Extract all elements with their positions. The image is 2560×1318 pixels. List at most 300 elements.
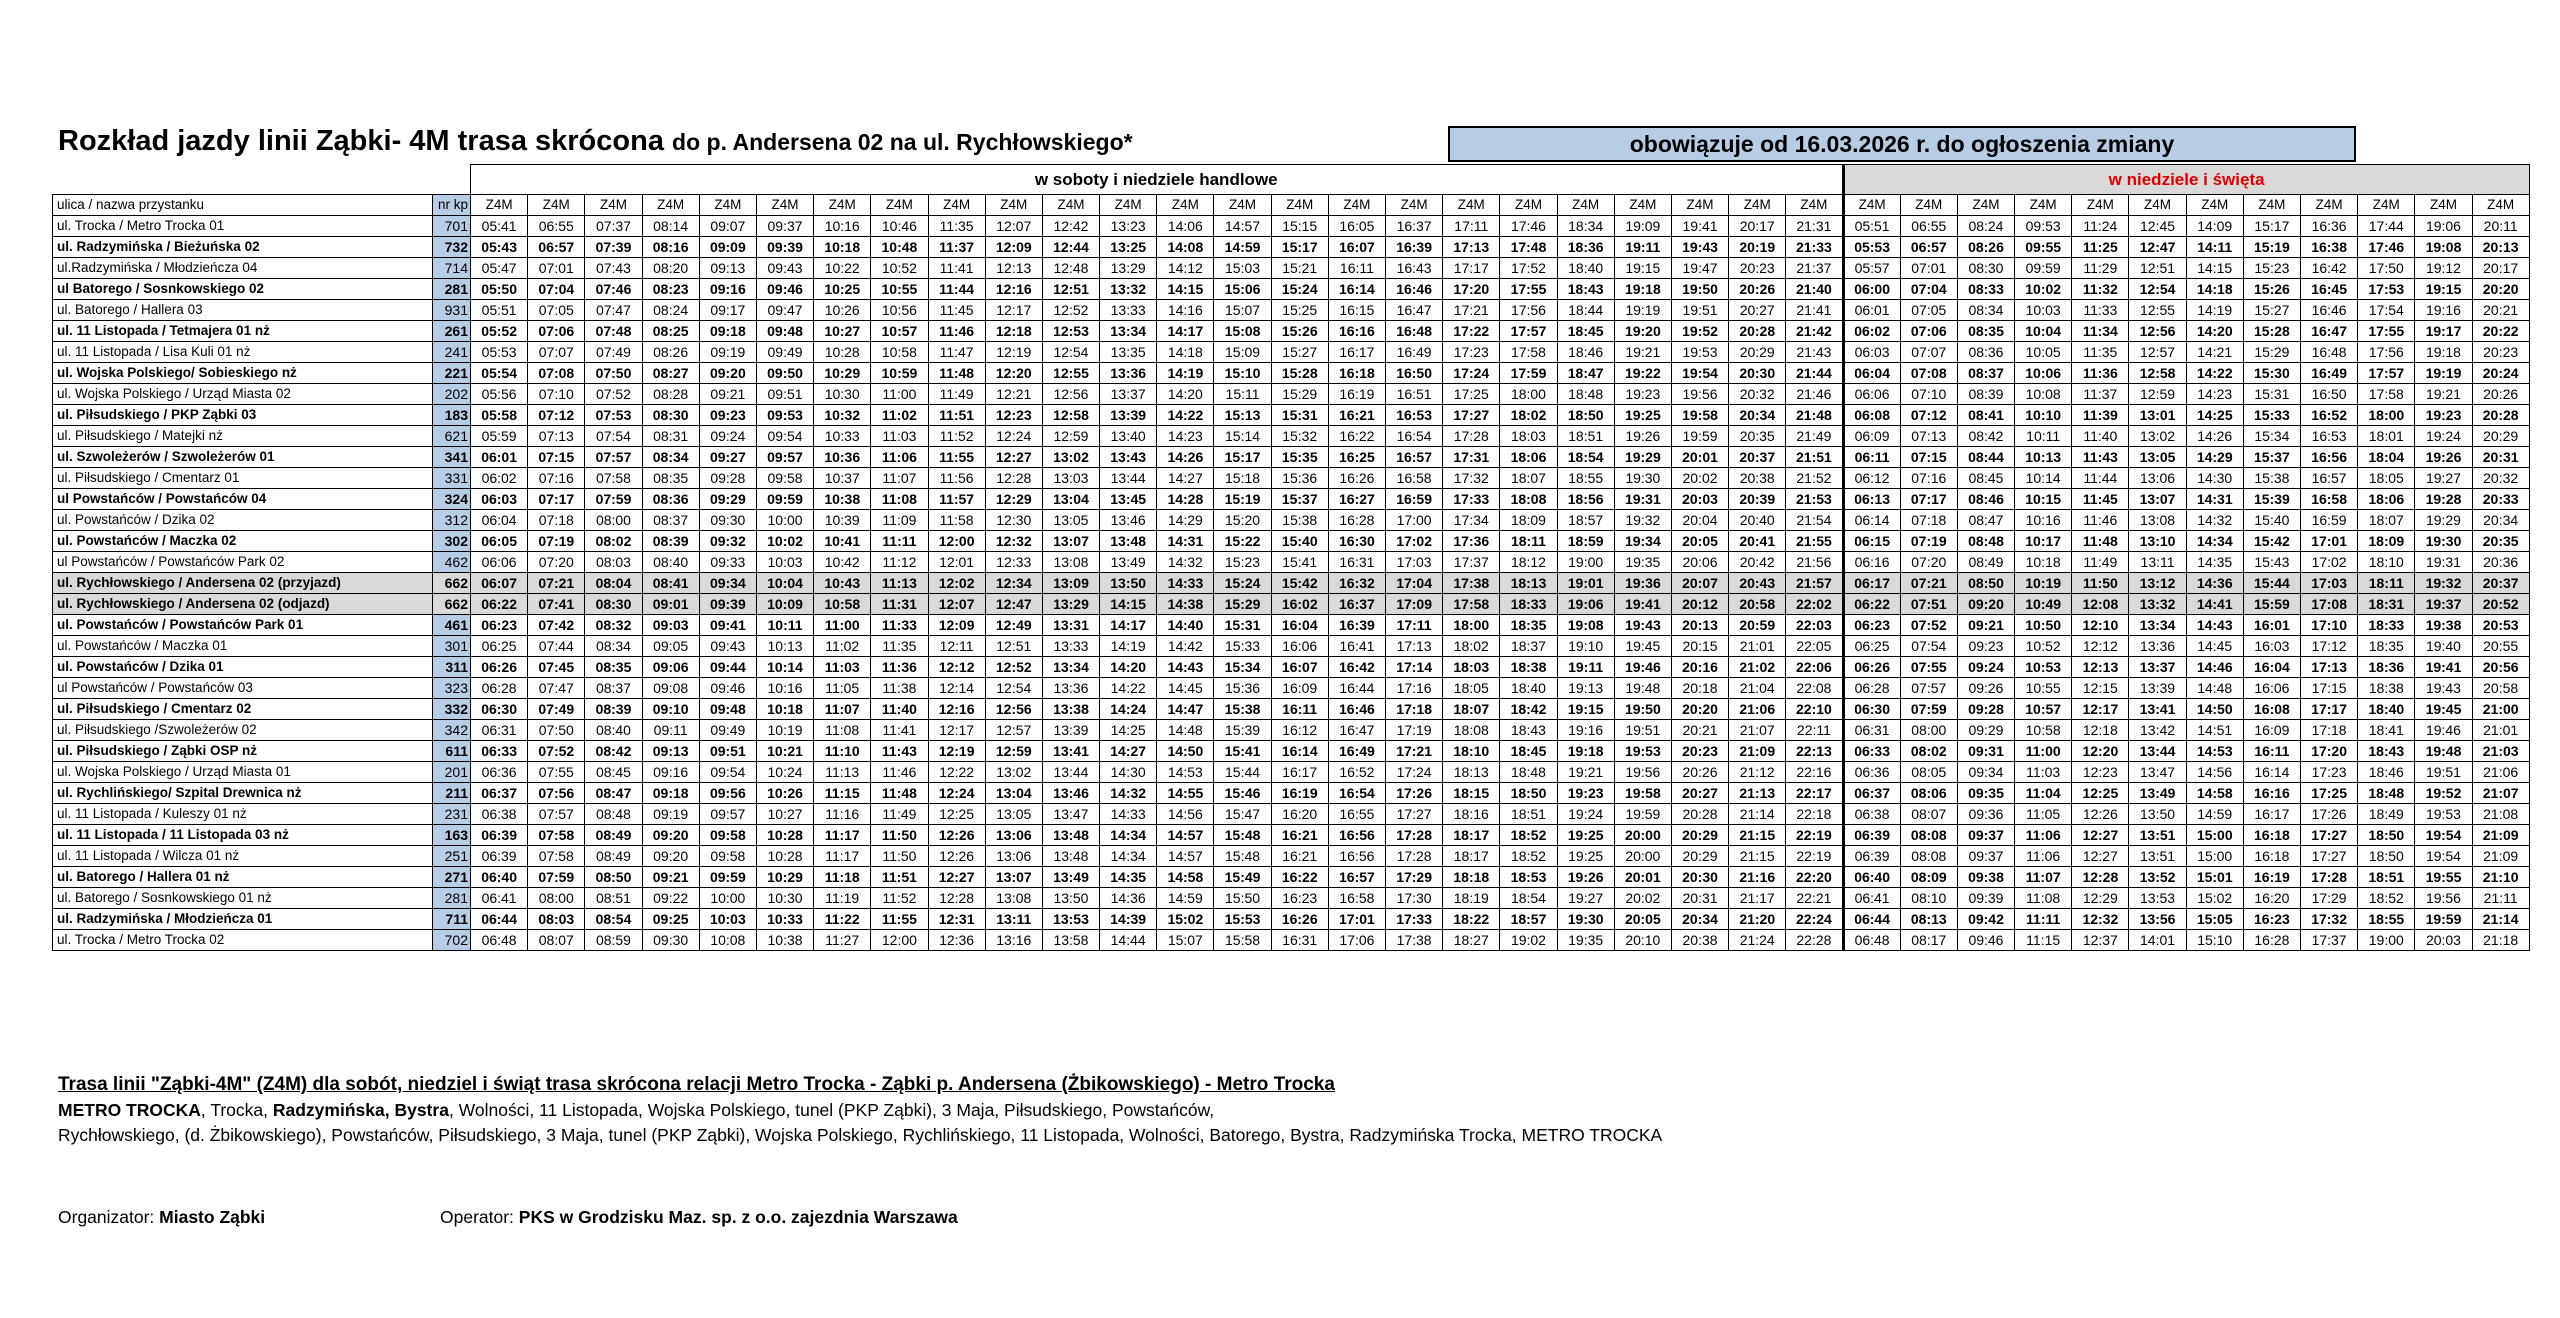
- departure-time: 08:39: [585, 699, 642, 720]
- departure-time: 11:35: [871, 636, 928, 657]
- departure-time: 09:24: [699, 426, 756, 447]
- departure-time: 17:37: [2301, 930, 2358, 951]
- departure-time: 07:44: [528, 636, 585, 657]
- line-header: Z4M: [699, 195, 756, 216]
- departure-time: 11:11: [871, 531, 928, 552]
- stop-name: ul. Powstańców / Dzika 02: [53, 510, 433, 531]
- departure-time: 20:38: [1671, 930, 1728, 951]
- departure-time: 11:09: [871, 510, 928, 531]
- departure-time: 19:25: [1557, 846, 1614, 867]
- stop-number: 701: [433, 216, 471, 237]
- departure-time: 21:33: [1786, 237, 1843, 258]
- departure-time: 19:40: [2415, 636, 2472, 657]
- departure-time: 19:30: [1557, 909, 1614, 930]
- departure-time: 11:46: [928, 321, 985, 342]
- departure-time: 07:54: [1900, 636, 1957, 657]
- departure-time: 05:57: [1843, 258, 1900, 279]
- departure-time: 20:11: [2472, 216, 2529, 237]
- line-header: Z4M: [756, 195, 813, 216]
- departure-time: 20:23: [1729, 258, 1786, 279]
- departure-time: 07:51: [1900, 594, 1957, 615]
- departure-time: 09:30: [699, 510, 756, 531]
- departure-time: 10:09: [756, 594, 813, 615]
- organizer: [58, 1207, 265, 1228]
- stop-number: 332: [433, 699, 471, 720]
- departure-time: 17:53: [2358, 279, 2415, 300]
- departure-time: 09:44: [699, 657, 756, 678]
- departure-time: 11:49: [928, 384, 985, 405]
- departure-time: 06:07: [471, 573, 528, 594]
- departure-time: 19:30: [1614, 468, 1671, 489]
- departure-time: 16:04: [2243, 657, 2300, 678]
- departure-time: 14:59: [1214, 237, 1271, 258]
- departure-time: 09:06: [642, 657, 699, 678]
- validity-banner: obowiązuje od 16.03.2026 r. do ogłoszenia zmiany: [1448, 126, 2356, 162]
- departure-time: 14:26: [1157, 447, 1214, 468]
- departure-time: 14:25: [2186, 405, 2243, 426]
- stop-number: 714: [433, 258, 471, 279]
- departure-time: 06:48: [1843, 930, 1900, 951]
- departure-time: 20:02: [1671, 468, 1728, 489]
- departure-time: 08:13: [1900, 909, 1957, 930]
- departure-time: 15:24: [1271, 279, 1328, 300]
- departure-time: 07:52: [1900, 615, 1957, 636]
- departure-time: 06:01: [1843, 300, 1900, 321]
- departure-time: 07:12: [1900, 405, 1957, 426]
- departure-time: 06:48: [471, 930, 528, 951]
- departure-time: 08:37: [1957, 363, 2014, 384]
- departure-time: 17:17: [2301, 699, 2358, 720]
- departure-time: 19:21: [1614, 342, 1671, 363]
- departure-time: 21:57: [1786, 573, 1843, 594]
- departure-time: 12:42: [1042, 216, 1099, 237]
- departure-time: 16:02: [1271, 594, 1328, 615]
- departure-time: 20:05: [1671, 531, 1728, 552]
- departure-time: 16:31: [1271, 930, 1328, 951]
- departure-time: 10:14: [2015, 468, 2072, 489]
- departure-time: 21:08: [2472, 804, 2529, 825]
- departure-time: 09:56: [699, 783, 756, 804]
- table-row: [53, 594, 2530, 615]
- departure-time: 07:55: [528, 762, 585, 783]
- departure-time: 19:02: [1500, 930, 1557, 951]
- departure-time: 05:51: [1843, 216, 1900, 237]
- departure-time: 10:48: [871, 237, 928, 258]
- departure-time: 15:31: [1214, 615, 1271, 636]
- departure-time: 12:17: [928, 720, 985, 741]
- departure-time: 14:31: [1157, 531, 1214, 552]
- departure-time: 17:36: [1443, 531, 1500, 552]
- departure-time: 19:37: [2415, 594, 2472, 615]
- departure-time: 09:13: [699, 258, 756, 279]
- departure-time: 10:03: [2015, 300, 2072, 321]
- line-header: Z4M: [985, 195, 1042, 216]
- departure-time: 14:48: [2186, 678, 2243, 699]
- departure-time: 07:58: [585, 468, 642, 489]
- table-row: [53, 468, 2530, 489]
- departure-time: 19:43: [1671, 237, 1728, 258]
- departure-time: 08:49: [585, 825, 642, 846]
- departure-time: 19:00: [1557, 552, 1614, 573]
- departure-time: 18:44: [1557, 300, 1614, 321]
- departure-time: 12:25: [928, 804, 985, 825]
- departure-time: 14:23: [2186, 384, 2243, 405]
- departure-time: 19:21: [1557, 762, 1614, 783]
- departure-time: 19:46: [2415, 720, 2472, 741]
- line-header: Z4M: [928, 195, 985, 216]
- departure-time: 16:38: [2301, 237, 2358, 258]
- departure-time: 11:48: [2072, 531, 2129, 552]
- stop-number: 611: [433, 741, 471, 762]
- line-header: Z4M: [2015, 195, 2072, 216]
- departure-time: 18:13: [1443, 762, 1500, 783]
- departure-time: 16:26: [1328, 468, 1385, 489]
- group-sunday-header: w niedziele i święta: [1843, 165, 2529, 195]
- stop-number: 311: [433, 657, 471, 678]
- departure-time: 20:43: [1729, 573, 1786, 594]
- departure-time: 21:49: [1786, 426, 1843, 447]
- departure-time: 20:34: [1671, 909, 1728, 930]
- departure-time: 15:33: [2243, 405, 2300, 426]
- stop-name: ul. Radzymińska / Bieżuńska 02: [53, 237, 433, 258]
- departure-time: 19:01: [1557, 573, 1614, 594]
- stop-name: ul. Batorego / Hallera 03: [53, 300, 433, 321]
- departure-time: 16:59: [2301, 510, 2358, 531]
- departure-time: 17:52: [1500, 258, 1557, 279]
- departure-time: 11:48: [871, 783, 928, 804]
- departure-time: 16:21: [1271, 846, 1328, 867]
- departure-time: 20:02: [1614, 888, 1671, 909]
- departure-time: 13:29: [1042, 594, 1099, 615]
- stop-name: ul. Wojska Polskiego / Urząd Miasta 02: [53, 384, 433, 405]
- departure-time: 10:39: [814, 510, 871, 531]
- departure-time: 12:51: [2129, 258, 2186, 279]
- departure-time: 09:29: [1957, 720, 2014, 741]
- departure-time: 08:37: [642, 510, 699, 531]
- departure-time: 20:56: [2472, 657, 2529, 678]
- departure-time: 05:52: [471, 321, 528, 342]
- departure-time: 20:31: [1671, 888, 1728, 909]
- departure-time: 19:52: [1671, 321, 1728, 342]
- departure-time: 06:00: [1843, 279, 1900, 300]
- departure-time: 13:01: [2129, 405, 2186, 426]
- departure-time: 16:50: [1386, 363, 1443, 384]
- departure-time: 12:56: [1042, 384, 1099, 405]
- departure-time: 12:01: [928, 552, 985, 573]
- departure-time: 10:11: [756, 615, 813, 636]
- departure-time: 20:40: [1729, 510, 1786, 531]
- departure-time: 12:28: [2072, 867, 2129, 888]
- departure-time: 15:38: [1271, 510, 1328, 531]
- departure-time: 07:46: [585, 279, 642, 300]
- departure-time: 20:59: [1729, 615, 1786, 636]
- departure-time: 14:17: [1100, 615, 1157, 636]
- departure-time: 20:28: [1671, 804, 1728, 825]
- departure-time: 20:21: [2472, 300, 2529, 321]
- departure-time: 20:35: [1729, 426, 1786, 447]
- departure-time: 20:13: [2472, 237, 2529, 258]
- departure-time: 10:58: [2015, 720, 2072, 741]
- departure-time: 12:02: [928, 573, 985, 594]
- departure-time: 18:00: [2358, 405, 2415, 426]
- departure-time: 10:59: [871, 363, 928, 384]
- departure-time: 15:19: [1214, 489, 1271, 510]
- departure-time: 19:08: [2415, 237, 2472, 258]
- departure-time: 19:21: [2415, 384, 2472, 405]
- departure-time: 13:48: [1100, 531, 1157, 552]
- departure-time: 15:44: [1214, 762, 1271, 783]
- stop-name: ul Batorego / Sosnkowskiego 02: [53, 279, 433, 300]
- departure-time: 11:41: [928, 258, 985, 279]
- departure-time: 19:26: [2415, 447, 2472, 468]
- stop-number: 732: [433, 237, 471, 258]
- departure-time: 21:01: [2472, 720, 2529, 741]
- departure-time: 13:38: [1042, 699, 1099, 720]
- departure-time: 08:31: [642, 426, 699, 447]
- departure-time: 11:55: [871, 909, 928, 930]
- departure-time: 19:09: [1614, 216, 1671, 237]
- departure-time: 16:46: [2301, 300, 2358, 321]
- departure-time: 07:13: [1900, 426, 1957, 447]
- departure-time: 15:17: [2243, 216, 2300, 237]
- departure-time: 08:47: [585, 783, 642, 804]
- departure-time: 11:08: [2015, 888, 2072, 909]
- departure-time: 20:26: [1729, 279, 1786, 300]
- departure-time: 09:19: [642, 804, 699, 825]
- departure-time: 16:49: [1386, 342, 1443, 363]
- departure-time: 16:53: [2301, 426, 2358, 447]
- departure-time: 17:12: [2301, 636, 2358, 657]
- departure-time: 09:26: [1957, 678, 2014, 699]
- departure-time: 11:36: [871, 657, 928, 678]
- departure-time: 12:17: [985, 300, 1042, 321]
- departure-time: 09:17: [699, 300, 756, 321]
- operator-label: Operator:: [440, 1207, 519, 1227]
- departure-time: 15:30: [2243, 363, 2300, 384]
- departure-time: 06:06: [471, 552, 528, 573]
- departure-time: 13:56: [2129, 909, 2186, 930]
- departure-time: 08:46: [1957, 489, 2014, 510]
- departure-time: 11:56: [928, 468, 985, 489]
- departure-time: 12:20: [2072, 741, 2129, 762]
- departure-time: 13:44: [1100, 468, 1157, 489]
- departure-time: 20:32: [2472, 468, 2529, 489]
- departure-time: 13:51: [2129, 846, 2186, 867]
- stop-number: 202: [433, 384, 471, 405]
- departure-time: 16:09: [1271, 678, 1328, 699]
- departure-time: 19:54: [2415, 846, 2472, 867]
- departure-time: 11:00: [2015, 741, 2072, 762]
- departure-time: 09:39: [1957, 888, 2014, 909]
- stop-number: 301: [433, 636, 471, 657]
- departure-time: 07:19: [528, 531, 585, 552]
- departure-time: 20:17: [1729, 216, 1786, 237]
- departure-time: 17:48: [1500, 237, 1557, 258]
- departure-time: 14:53: [2186, 741, 2243, 762]
- departure-time: 18:06: [1500, 447, 1557, 468]
- departure-time: 13:48: [1042, 825, 1099, 846]
- departure-time: 11:31: [871, 594, 928, 615]
- departure-time: 10:16: [814, 216, 871, 237]
- departure-time: 14:45: [2186, 636, 2243, 657]
- departure-time: 16:23: [2243, 909, 2300, 930]
- departure-time: 14:24: [1100, 699, 1157, 720]
- departure-time: 15:08: [1214, 321, 1271, 342]
- departure-time: 09:01: [642, 594, 699, 615]
- departure-time: 11:37: [928, 237, 985, 258]
- departure-time: 12:36: [928, 930, 985, 951]
- departure-time: 20:37: [1729, 447, 1786, 468]
- departure-time: 12:17: [2072, 699, 2129, 720]
- departure-time: 19:41: [1614, 594, 1671, 615]
- departure-time: 12:07: [985, 216, 1042, 237]
- departure-time: 10:28: [756, 825, 813, 846]
- departure-time: 16:16: [2243, 783, 2300, 804]
- departure-time: 14:33: [1157, 573, 1214, 594]
- departure-time: 14:50: [2186, 699, 2243, 720]
- line-header: Z4M: [1786, 195, 1843, 216]
- stop-name: ul Powstańców / Powstańców Park 02: [53, 552, 433, 573]
- departure-time: 19:06: [2415, 216, 2472, 237]
- departure-time: 11:17: [814, 825, 871, 846]
- departure-time: 11:07: [814, 699, 871, 720]
- departure-time: 16:28: [2243, 930, 2300, 951]
- departure-time: 09:53: [2015, 216, 2072, 237]
- departure-time: 09:18: [642, 783, 699, 804]
- departure-time: 07:10: [1900, 384, 1957, 405]
- departure-time: 08:42: [585, 741, 642, 762]
- departure-time: 19:59: [1614, 804, 1671, 825]
- table-row: [53, 699, 2530, 720]
- departure-time: 12:23: [2072, 762, 2129, 783]
- departure-time: 10:18: [2015, 552, 2072, 573]
- departure-time: 13:53: [1042, 909, 1099, 930]
- departure-time: 14:22: [1100, 678, 1157, 699]
- line-header: Z4M: [1271, 195, 1328, 216]
- table-row: [53, 426, 2530, 447]
- departure-time: 20:23: [2472, 342, 2529, 363]
- departure-time: 12:37: [2072, 930, 2129, 951]
- departure-time: 11:44: [2072, 468, 2129, 489]
- departure-time: 19:54: [2415, 825, 2472, 846]
- departure-time: 18:19: [1443, 888, 1500, 909]
- departure-time: 12:55: [1042, 363, 1099, 384]
- departure-time: 16:18: [2243, 846, 2300, 867]
- departure-time: 20:12: [1671, 594, 1728, 615]
- departure-time: 18:48: [2358, 783, 2415, 804]
- departure-time: 09:25: [642, 909, 699, 930]
- departure-time: 16:12: [1271, 720, 1328, 741]
- departure-time: 13:44: [1042, 762, 1099, 783]
- departure-time: 21:13: [1729, 783, 1786, 804]
- departure-time: 14:27: [1157, 468, 1214, 489]
- departure-time: 16:57: [1386, 447, 1443, 468]
- departure-time: 18:36: [2358, 657, 2415, 678]
- departure-time: 18:40: [1500, 678, 1557, 699]
- departure-time: 07:48: [585, 321, 642, 342]
- departure-time: 16:11: [1271, 699, 1328, 720]
- departure-time: 18:00: [1500, 384, 1557, 405]
- departure-time: 14:17: [1157, 321, 1214, 342]
- departure-time: 16:14: [1271, 741, 1328, 762]
- departure-time: 09:59: [2015, 258, 2072, 279]
- departure-time: 19:50: [1614, 699, 1671, 720]
- blank-cell: [53, 165, 471, 195]
- line-header: Z4M: [1100, 195, 1157, 216]
- departure-time: 15:44: [2243, 573, 2300, 594]
- departure-time: 08:05: [1900, 762, 1957, 783]
- departure-time: 18:46: [2358, 762, 2415, 783]
- departure-time: 13:39: [2129, 678, 2186, 699]
- stop-number: 621: [433, 426, 471, 447]
- stop-name: ul. Rychlińskiego/ Szpital Drewnica nż: [53, 783, 433, 804]
- departure-time: 18:55: [2358, 909, 2415, 930]
- departure-time: 06:33: [1843, 741, 1900, 762]
- departure-time: 18:52: [1500, 825, 1557, 846]
- departure-time: 12:13: [985, 258, 1042, 279]
- departure-time: 14:19: [2186, 300, 2243, 321]
- departure-time: 10:52: [2015, 636, 2072, 657]
- departure-time: 06:16: [1843, 552, 1900, 573]
- departure-time: 16:49: [2301, 363, 2358, 384]
- departure-time: 17:34: [1443, 510, 1500, 531]
- nr-column-header: nr kp: [433, 195, 471, 216]
- departure-time: 16:08: [2243, 699, 2300, 720]
- departure-time: 10:24: [756, 762, 813, 783]
- departure-time: 09:07: [699, 216, 756, 237]
- departure-time: 14:29: [2186, 447, 2243, 468]
- departure-time: 13:08: [985, 888, 1042, 909]
- departure-time: 08:26: [642, 342, 699, 363]
- departure-time: 18:35: [1500, 615, 1557, 636]
- departure-time: 19:50: [1671, 279, 1728, 300]
- departure-time: 19:26: [1614, 426, 1671, 447]
- departure-time: 15:02: [1157, 909, 1214, 930]
- departure-time: 09:24: [1957, 657, 2014, 678]
- departure-time: 10:30: [756, 888, 813, 909]
- departure-time: 17:56: [1500, 300, 1557, 321]
- departure-time: 17:27: [2301, 846, 2358, 867]
- departure-time: 11:04: [2015, 783, 2072, 804]
- departure-time: 13:03: [1042, 468, 1099, 489]
- stop-name: ul. Batorego / Hallera 01 nż: [53, 867, 433, 888]
- departure-time: 06:22: [1843, 594, 1900, 615]
- departure-time: 20:21: [1671, 720, 1728, 741]
- departure-time: 10:00: [699, 888, 756, 909]
- departure-time: 22:03: [1786, 615, 1843, 636]
- departure-time: 19:16: [2415, 300, 2472, 321]
- departure-time: 14:44: [1100, 930, 1157, 951]
- departure-time: 18:42: [1500, 699, 1557, 720]
- departure-time: 09:05: [642, 636, 699, 657]
- departure-time: 19:23: [2415, 405, 2472, 426]
- line-header: Z4M: [2415, 195, 2472, 216]
- departure-time: 17:57: [2358, 363, 2415, 384]
- departure-time: 10:57: [871, 321, 928, 342]
- departure-time: 12:28: [928, 888, 985, 909]
- departure-time: 08:07: [1900, 804, 1957, 825]
- departure-time: 08:34: [585, 636, 642, 657]
- departure-time: 06:30: [471, 699, 528, 720]
- departure-time: 18:43: [2358, 741, 2415, 762]
- departure-time: 09:43: [699, 636, 756, 657]
- departure-time: 07:12: [528, 405, 585, 426]
- departure-time: 10:32: [814, 405, 871, 426]
- departure-time: 19:45: [1614, 636, 1671, 657]
- stop-name: ul. Batorego / Sosnkowskiego 01 nż: [53, 888, 433, 909]
- departure-time: 16:42: [1328, 657, 1385, 678]
- departure-time: 14:09: [2186, 216, 2243, 237]
